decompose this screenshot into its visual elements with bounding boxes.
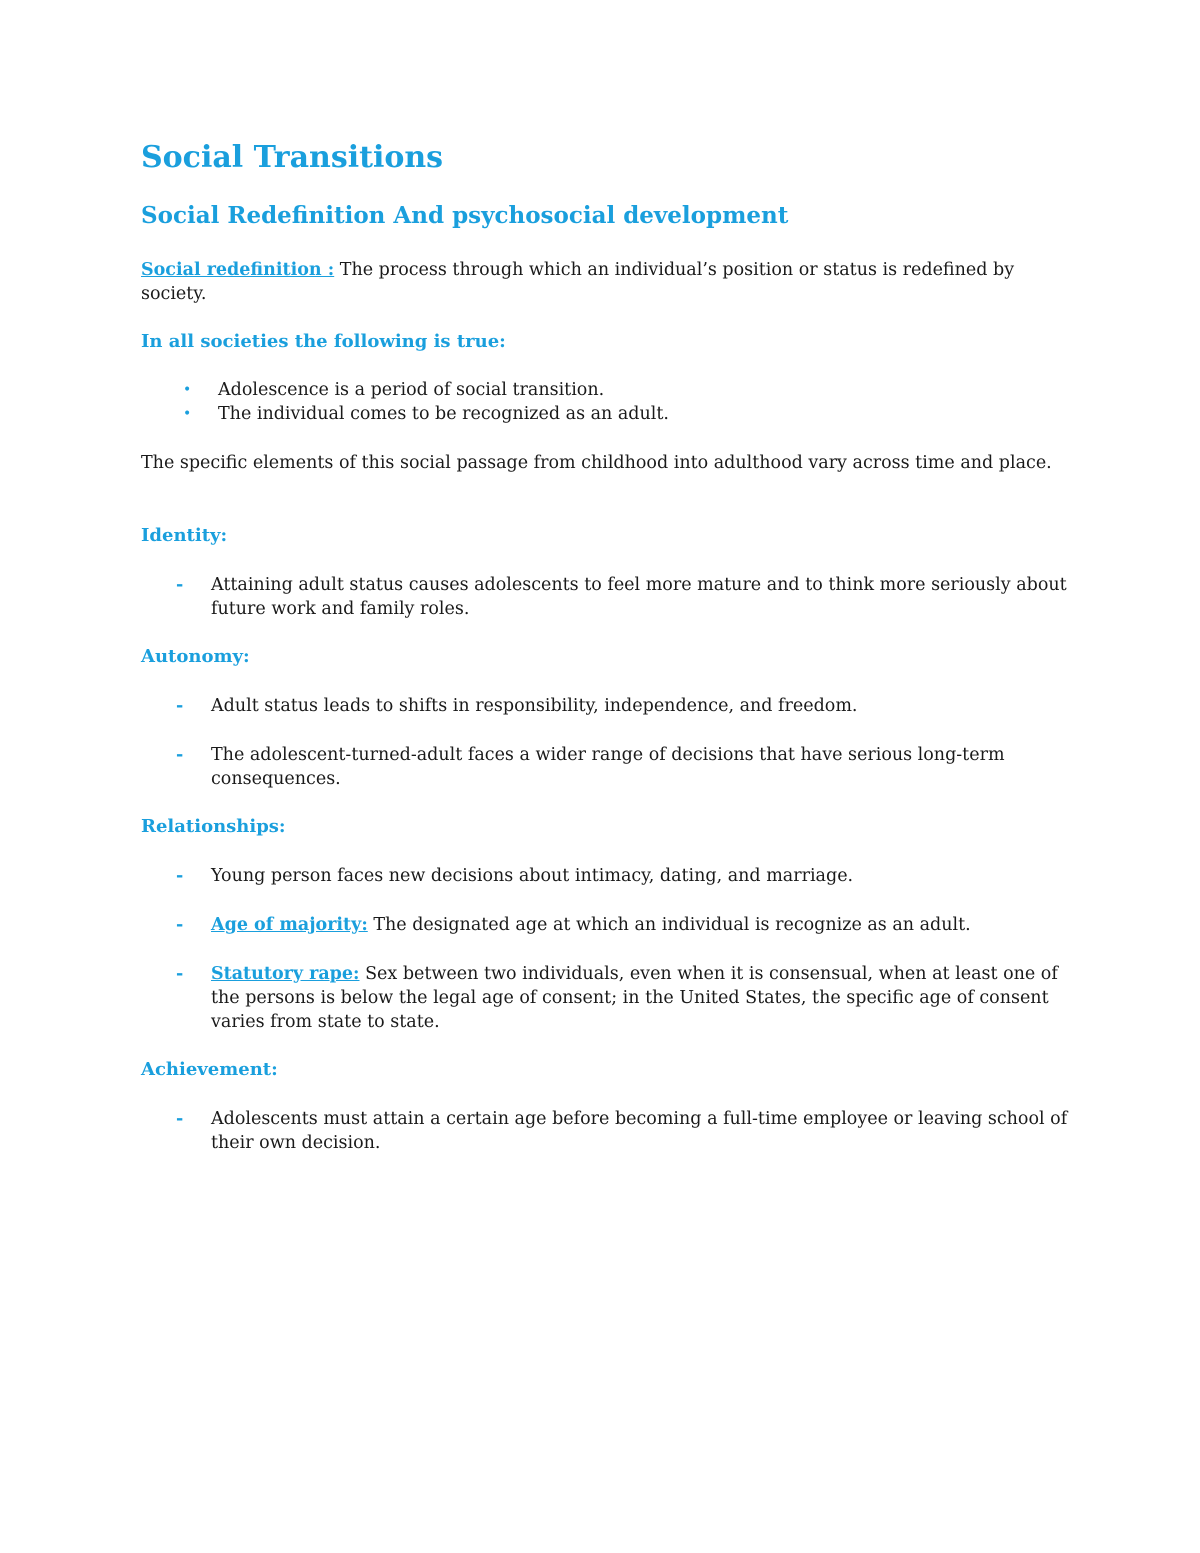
list-item-text: The adolescent-turned-adult faces a wider range of decisions that have serious long-term consequences. (211, 745, 1005, 789)
section-heading: Autonomy: (141, 646, 250, 667)
bullet-icon: • (183, 382, 192, 398)
list-item-text: Adolescence is a period of social transition. (218, 380, 605, 400)
list-item-text: Young person faces new decisions about intimacy, dating, and marriage. (211, 866, 854, 886)
list-item-text: The individual comes to be recognized as an adult. (218, 404, 669, 424)
definition-term: Social redefinition : (141, 260, 335, 280)
specific-paragraph: The specific elements of this social passage from childhood into adulthood vary across time and place. (141, 453, 1052, 473)
bullet-icon: • (183, 406, 192, 422)
definition-text: The process through which an individual’s position or status is redefined by society. (141, 260, 1015, 304)
list-item (141, 1107, 1071, 1155)
list-item (141, 402, 1071, 426)
section-relationships (141, 815, 1071, 1034)
section-heading: Relationships: (141, 816, 286, 837)
section-autonomy (141, 645, 1071, 791)
dash-icon: - (176, 915, 184, 935)
dash-icon: - (176, 575, 184, 595)
age-of-majority-text: The designated age at which an individual is recognize as an adult. (367, 915, 971, 935)
definition-paragraph (141, 258, 1071, 306)
list-item (141, 864, 1071, 888)
page-title: Social Transitions (141, 140, 444, 175)
dash-icon: - (176, 1109, 184, 1129)
dash-icon: - (176, 745, 184, 765)
list-item (141, 962, 1071, 1034)
true-list (141, 378, 1071, 426)
true-heading: In all societies the following is true: (141, 331, 506, 352)
page-subtitle: Social Redefinition And psychosocial development (141, 202, 789, 229)
section-heading: Achievement: (141, 1059, 278, 1080)
list-item (141, 743, 1071, 791)
list-item (141, 694, 1071, 718)
list-item (141, 378, 1071, 402)
statutory-rape-text: Sex between two individuals, even when it is consensual, when at least one of the persons is below the legal age of consent; in the United States, the specific age of consent varies from state to state. (211, 964, 1058, 1032)
section-heading: Identity: (141, 525, 228, 546)
document-content (141, 138, 1071, 1155)
dash-icon: - (176, 964, 184, 984)
age-of-majority-term: Age of majority: (211, 915, 368, 935)
list-item (141, 913, 1071, 937)
dash-icon: - (176, 866, 184, 886)
list-item (141, 573, 1071, 621)
list-item-text: Adolescents must attain a certain age before becoming a full-time employee or leaving school of their own decision. (211, 1109, 1068, 1153)
dash-icon: - (176, 696, 184, 716)
list-item-text: Adult status leads to shifts in responsibility, independence, and freedom. (211, 696, 858, 716)
section-identity (141, 524, 1071, 621)
section-achievement (141, 1058, 1071, 1155)
list-item-text: Attaining adult status causes adolescents to feel more mature and to think more seriously about future work and family roles. (211, 575, 1067, 619)
statutory-rape-term: Statutory rape: (211, 964, 360, 984)
